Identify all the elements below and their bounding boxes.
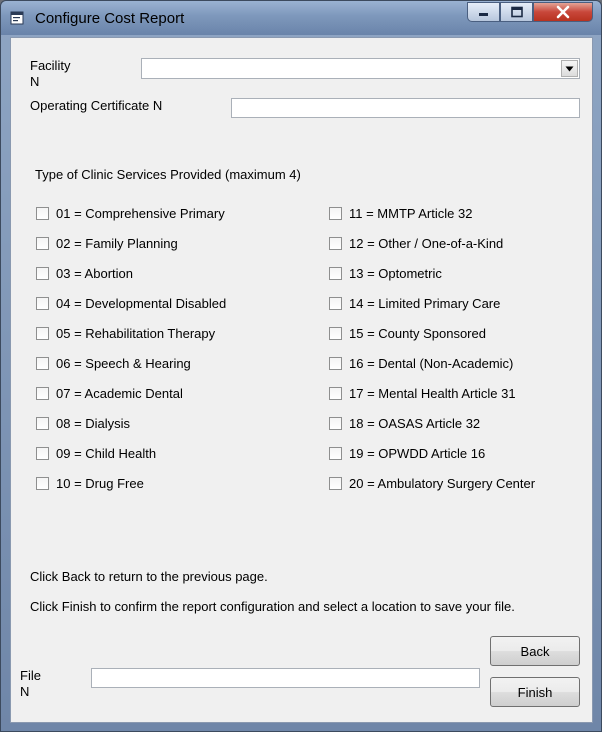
- service-checkbox-09[interactable]: [36, 445, 156, 461]
- checkbox[interactable]: [329, 267, 342, 280]
- finish-button[interactable]: Finish: [490, 677, 580, 707]
- checkbox[interactable]: [329, 387, 342, 400]
- service-checkbox-02[interactable]: [36, 235, 178, 251]
- checkbox[interactable]: [329, 417, 342, 430]
- checkbox[interactable]: [36, 477, 49, 490]
- service-checkbox-05[interactable]: [36, 325, 215, 341]
- service-label: 17 = Mental Health Article 31: [349, 385, 516, 401]
- facility-label: Facility N: [30, 58, 71, 89]
- close-button[interactable]: [533, 2, 593, 22]
- service-label: 10 = Drug Free: [56, 475, 144, 491]
- dialog-body: [10, 37, 593, 723]
- maximize-icon: [510, 6, 524, 18]
- service-label: 14 = Limited Primary Care: [349, 295, 501, 311]
- service-label: 05 = Rehabilitation Therapy: [56, 325, 216, 341]
- minimize-button[interactable]: [467, 2, 500, 22]
- service-checkbox-13[interactable]: [329, 265, 442, 281]
- checkbox[interactable]: [36, 417, 49, 430]
- minimize-icon: [478, 7, 490, 17]
- finish-instruction: Click Finish to confirm the report configuration and select a location to save your file.: [30, 599, 515, 614]
- service-checkbox-14[interactable]: [329, 295, 500, 311]
- checkbox[interactable]: [329, 237, 342, 250]
- service-checkbox-03[interactable]: [36, 265, 133, 281]
- service-checkbox-04[interactable]: [36, 295, 226, 311]
- service-label: 18 = OASAS Article 32: [349, 415, 481, 431]
- checkbox[interactable]: [329, 297, 342, 310]
- report-window-icon: [10, 11, 24, 25]
- service-checkbox-12[interactable]: [329, 235, 503, 251]
- chevron-down-icon: [565, 66, 574, 72]
- maximize-button[interactable]: [500, 2, 533, 22]
- service-label: 13 = Optometric: [349, 265, 442, 281]
- service-checkbox-17[interactable]: [329, 385, 516, 401]
- service-label: 07 = Academic Dental: [56, 385, 183, 401]
- checkbox[interactable]: [329, 447, 342, 460]
- service-label: 01 = Comprehensive Primary: [56, 205, 225, 221]
- clinic-services-heading: Type of Clinic Services Provided (maximum 4): [35, 167, 301, 182]
- checkbox[interactable]: [329, 207, 342, 220]
- service-label: 04 = Developmental Disabled: [56, 295, 227, 311]
- service-checkbox-20[interactable]: [329, 475, 535, 491]
- checkbox[interactable]: [329, 327, 342, 340]
- service-checkbox-18[interactable]: [329, 415, 480, 431]
- title-bar[interactable]: [1, 1, 601, 35]
- checkbox[interactable]: [36, 357, 49, 370]
- checkbox[interactable]: [36, 207, 49, 220]
- service-label: 19 = OPWDD Article 16: [349, 445, 486, 461]
- file-label: File N: [20, 668, 41, 699]
- checkbox[interactable]: [329, 477, 342, 490]
- service-checkbox-07[interactable]: [36, 385, 183, 401]
- service-label: 16 = Dental (Non-Academic): [349, 355, 514, 371]
- service-label: 02 = Family Planning: [56, 235, 178, 251]
- service-checkbox-06[interactable]: [36, 355, 191, 371]
- checkbox[interactable]: [36, 297, 49, 310]
- checkbox[interactable]: [36, 237, 49, 250]
- service-label: 12 = Other / One-of-a-Kind: [349, 235, 504, 251]
- checkbox[interactable]: [36, 447, 49, 460]
- service-checkbox-15[interactable]: [329, 325, 486, 341]
- back-button[interactable]: Back: [490, 636, 580, 666]
- checkbox[interactable]: [36, 387, 49, 400]
- service-checkbox-11[interactable]: [329, 205, 472, 221]
- service-label: 03 = Abortion: [56, 265, 133, 281]
- window-title: Configure Cost Report: [35, 10, 185, 27]
- service-checkbox-19[interactable]: [329, 445, 485, 461]
- service-label: 08 = Dialysis: [56, 415, 131, 431]
- service-label: 11 = MMTP Article 32: [349, 205, 473, 221]
- service-label: 09 = Child Health: [56, 445, 157, 461]
- service-checkbox-08[interactable]: [36, 415, 130, 431]
- facility-dropdown-button[interactable]: [561, 60, 578, 77]
- facility-dropdown[interactable]: [141, 58, 580, 79]
- checkbox[interactable]: [36, 267, 49, 280]
- service-label: 15 = County Sponsored: [349, 325, 486, 341]
- service-checkbox-16[interactable]: [329, 355, 513, 371]
- close-icon: [556, 6, 570, 18]
- service-label: 20 = Ambulatory Surgery Center: [349, 475, 536, 491]
- service-checkbox-01[interactable]: [36, 205, 225, 221]
- operating-certificate-label: Operating Certificate N: [30, 98, 163, 113]
- back-instruction: Click Back to return to the previous page.: [30, 569, 268, 584]
- file-name-input[interactable]: [91, 668, 480, 688]
- service-label: 06 = Speech & Hearing: [56, 355, 191, 371]
- operating-certificate-input[interactable]: [231, 98, 580, 118]
- checkbox[interactable]: [36, 327, 49, 340]
- checkbox[interactable]: [329, 357, 342, 370]
- service-checkbox-10[interactable]: [36, 475, 144, 491]
